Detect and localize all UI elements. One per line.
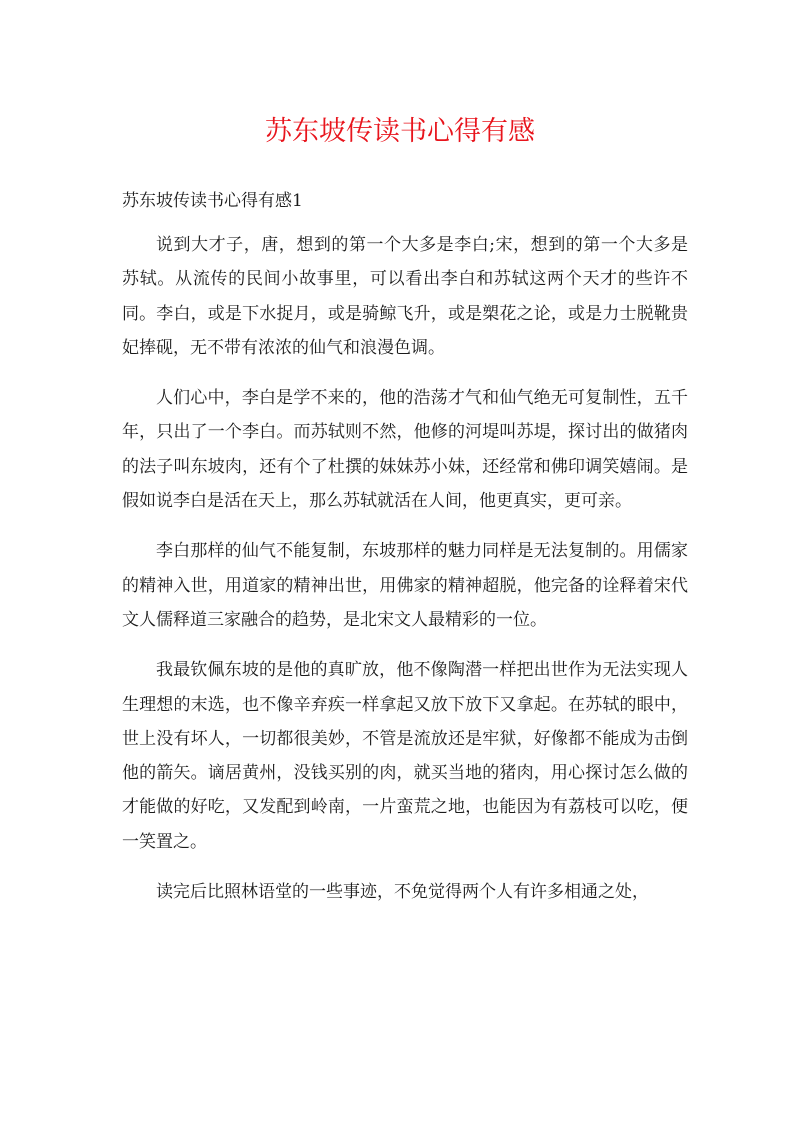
paragraph: 人们心中，李白是学不来的，他的浩荡才气和仙气绝无可复制性，五千年，只出了一个李白。而苏轼则不然，他修的河堤叫苏堤，探讨出的做猪肉的法子叫东坡肉，还有个了杜撰的妹妹苏小妹，还经常和佛印调笑嬉闹。是假如说李白是活在天上，那么苏轼就活在人间，他更真实，更可亲。 [122, 388, 688, 512]
document-title: 苏东坡传读书心得有感 [265, 116, 535, 147]
paragraph: 我最钦佩东坡的是他的真旷放，他不像陶潜一样把出世作为无法实现人生理想的末选，也不像辛弃疾一样拿起又放下放下又拿起。在苏轼的眼中，世上没有坏人，一切都很美妙，不管是流放还是牢狱，好像都不能成为击倒他的箭矢。谪居黄州，没钱买别的肉，就买当地的猪肉，用心探讨怎么做的才能做的好吃，又发配到岭南，一片蛮荒之地，也能因为有荔枝可以吃，便一笑置之。 [122, 660, 688, 852]
paragraph: 读完后比照林语堂的一些事迹，不免觉得两个人有许多相通之处， [156, 882, 649, 903]
document-body [122, 228, 688, 925]
paragraph: 李白那样的仙气不能复制，东坡那样的魅力同样是无法复制的。用儒家的精神入世，用道家的精神出世，用佛家的精神超脱，他完备的诠释着宋代文人儒释道三家融合的趋势，是北宋文人最精彩的一位。 [122, 541, 688, 630]
document-subtitle: 苏东坡传读书心得有感1 [122, 191, 303, 211]
paragraph: 说到大才子，唐，想到的第一个大多是李白;宋，想到的第一个大多是苏轼。从流传的民间小故事里，可以看出李白和苏轼这两个天才的些许不同。李白，或是下水捉月，或是骑鲸飞升，或是槊花之论，或是力士脱靴贵妃捧砚，无不带有浓浓的仙气和浪漫色调。 [122, 235, 688, 358]
